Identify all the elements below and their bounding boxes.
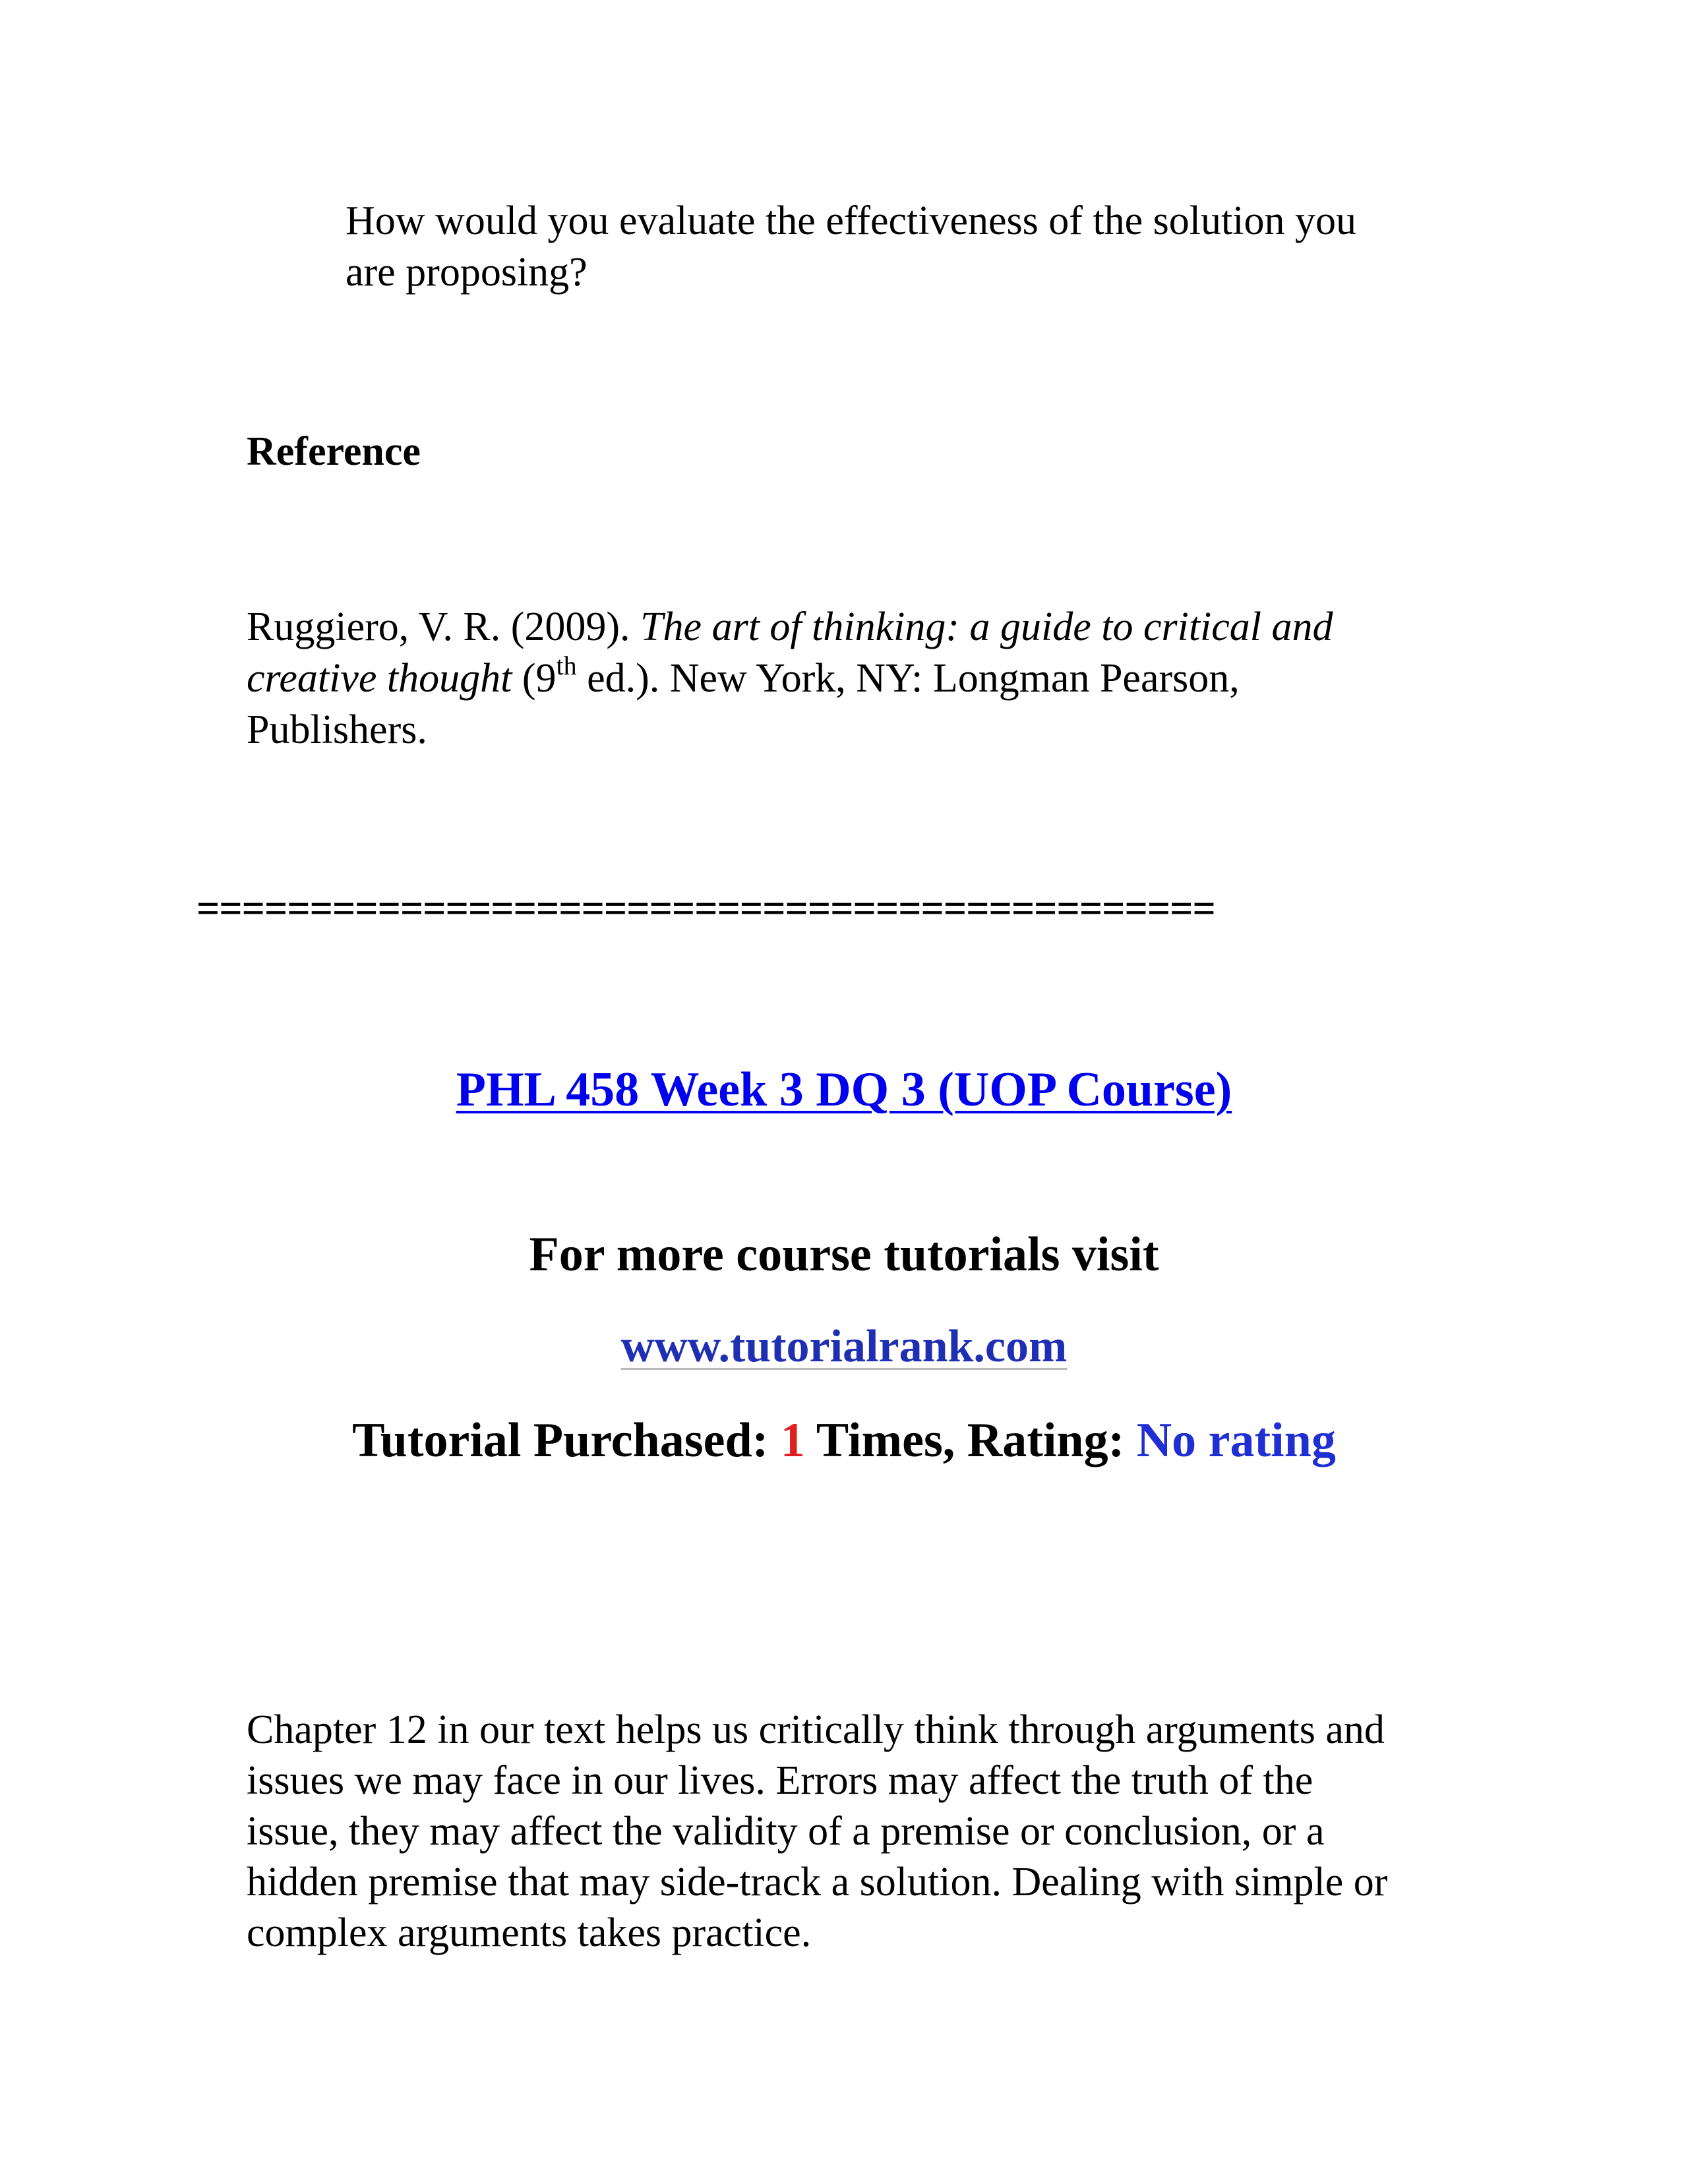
citation-title: The art of thinking: a guide to critical and [640,605,1333,649]
body-line: issue, they may affect the validity of a premise or conclusion, or a [247,1809,1325,1854]
reference-heading: Reference [247,429,421,474]
section-divider: ============================================= [196,887,1215,931]
citation-edition: (9 [512,656,557,701]
stats-label: Tutorial Purchased: [352,1413,781,1467]
citation-edition-superscript: th [556,651,577,681]
question-line: How would you evaluate the effectiveness of the solution you [346,198,1356,243]
stats-times-label: Times, Rating: [804,1413,1137,1467]
body-line: hidden premise that may side-track a solution. Dealing with simple or [247,1860,1388,1904]
tutorial-stats [0,1411,1688,1470]
course-title [0,1060,1688,1119]
citation-line-2 [247,653,1499,704]
rating-value: No rating [1136,1413,1336,1467]
citation-edition-rest: ed.). New York, NY: Longman Pearson, [576,656,1240,701]
citation-title: creative thought [247,656,512,701]
reference-citation [247,601,1499,755]
visit-heading: For more course tutorials visit [529,1227,1159,1282]
citation-author: Ruggiero, V. R. (2009). [247,605,641,649]
purchase-count: 1 [780,1413,805,1467]
body-line: issues we may face in our lives. Errors may affect the truth of the [247,1758,1313,1803]
course-title-link[interactable]: PHL 458 Week 3 DQ 3 (UOP Course) [456,1063,1232,1117]
question-paragraph [346,195,1506,298]
body-line: complex arguments takes practice. [247,1910,812,1955]
question-line: are proposing? [346,250,588,295]
site-line [0,1317,1688,1376]
citation-publisher: Publishers. [247,707,427,752]
body-paragraph [247,1705,1499,1959]
citation-line-1 [247,601,1499,653]
body-line: Chapter 12 in our text helps us critically think through arguments and [247,1707,1385,1752]
site-link[interactable]: www.tutorialrank.com [620,1321,1068,1372]
